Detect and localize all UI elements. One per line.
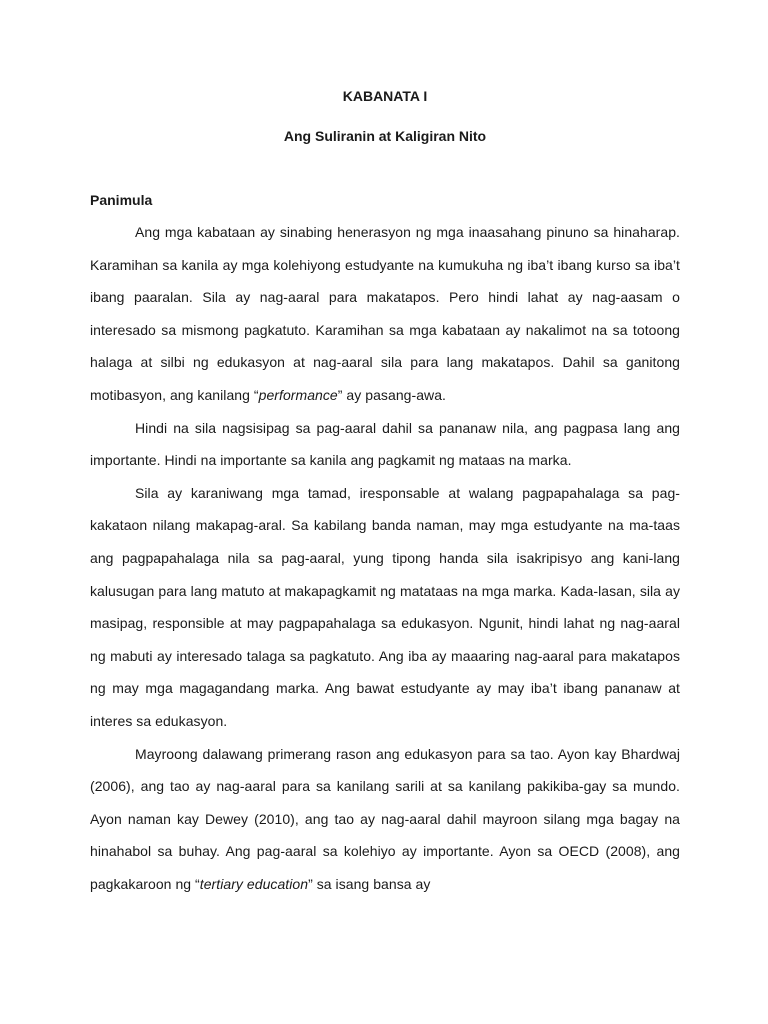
paragraph-2 — [90, 412, 680, 477]
chapter-title: Ang Suliranin at Kaligiran Nito — [283, 128, 487, 144]
document-body — [90, 216, 680, 900]
paragraph-italic-term: tertiary education — [199, 875, 309, 892]
paragraph-1 — [90, 216, 680, 412]
paragraph-text: ” ay pasang-awa. — [337, 386, 446, 403]
paragraph-text: Hindi na sila nagsisipag sa pag-aaral dahil sa pananaw nila, ang pagpasa lang ang importante. Hindi na importante sa kanila ang pagkamit ng mataas na marka. — [90, 419, 680, 469]
paragraph-3 — [90, 477, 680, 738]
paragraph-4 — [90, 738, 680, 901]
paragraph-text: ” sa isang bansa ay — [308, 875, 431, 892]
paragraph-text: Mayroong dalawang primerang rason ang edukasyon para sa tao. Ayon kay Bhardwaj (2006), ang tao ay nag-aaral para sa kanilang sarili at sa kanilang pakikiba-gay sa mundo. Ayon naman kay Dewey (2010), ang tao ay nag-aaral dahil mayroon silang mga bagay na hinahabol sa buhay. Ang pag-aaral sa kolehiyo ay importante. Ayon sa OECD (2008), ang pagkakaroon ng “ — [90, 745, 680, 892]
paragraph-italic-term: performance — [258, 386, 338, 403]
paragraph-text: Sila ay karaniwang mga tamad, iresponsable at walang pagpapahalaga sa pag-kakataon nilang makapag-aral. Sa kabilang banda naman, may mga estudyante na ma-taas ang pagpapahalaga nila sa pag-aaral, yung tipong handa sila isakripisyo ang kani-lang kalusugan para lang matuto at makapagkamit ng matataas na mga marka. Kada-lasan, sila ay masipag, responsible at may pagpapahalaga sa edukasyon. Ngunit, hindi lahat ng nag-aaral ng mabuti ay interesado talaga sa pagkatuto. Ang iba ay maaaring nag-aaral para makatapos ng may mga magagandang marka. Ang bawat estudyante ay may iba’t ibang pananaw at interes sa edukasyon. — [90, 484, 680, 729]
paragraph-text: Ang mga kabataan ay sinabing henerasyon ng mga inaasahang pinuno sa hinaharap. Karamihan sa kanila ay mga kolehiyong estudyante na kumukuha ng iba’t ibang kurso sa iba’t ibang paaralan. Sila ay nag-aaral para makatapos. Pero hindi lahat ay nag-aasam o interesado sa mismong pagkatuto. Karamihan sa mga kabataan ay nakalimot na sa totoong halaga at silbi ng edukasyon at nag-aaral sila para lang makatapos. Dahil sa ganitong motibasyon, ang kanilang “ — [90, 224, 680, 403]
section-heading: Panimula — [90, 192, 153, 208]
chapter-label: KABANATA I — [342, 88, 428, 104]
